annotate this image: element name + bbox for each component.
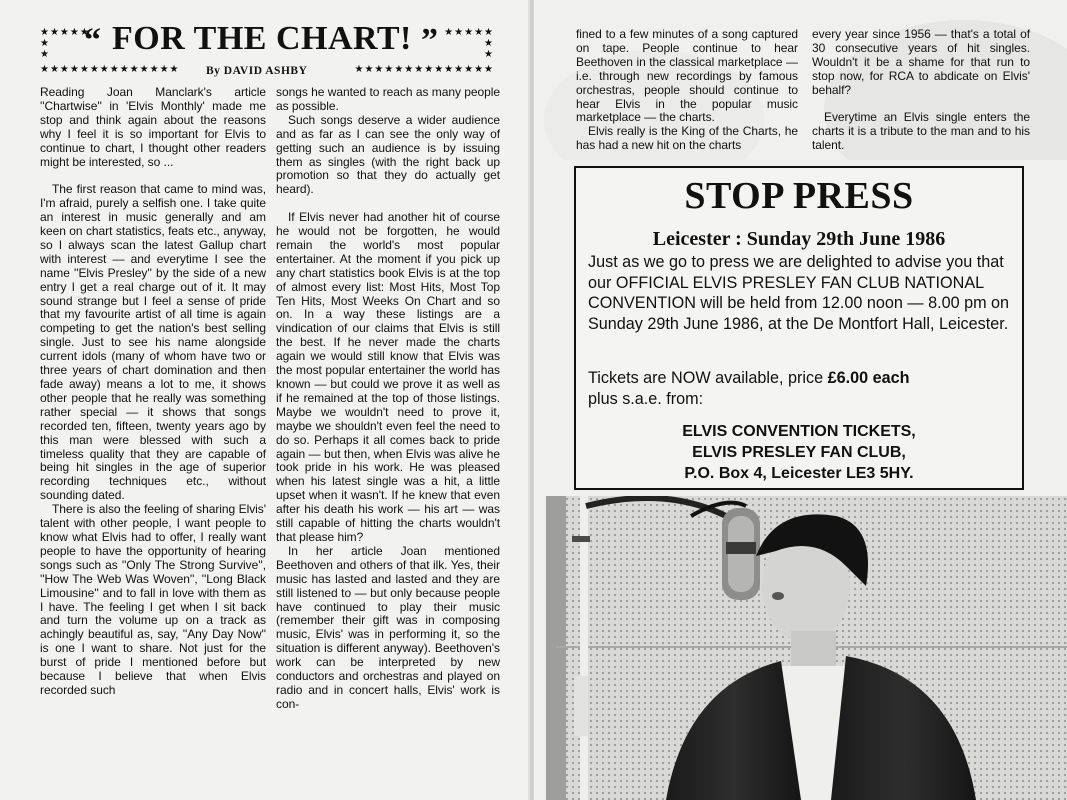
address-line: P.O. Box 4, Leicester LE3 5HY. <box>684 464 914 482</box>
stop-press-box <box>574 166 1024 490</box>
stop-press-body: Just as we go to press we are delighted to advise you that our OFFICIAL ELVIS PRESLEY FAN CLUB NATIONAL CONVENTION will be held from 12.00 noon — 8.00 pm on Sunday 29th June 1986, at the De Montfort Hall, Leicester. <box>588 253 1010 333</box>
stars-decoration: ★★★★★★★★★★★★★★ <box>40 64 180 75</box>
stop-press-title: STOP PRESS <box>684 175 914 217</box>
stars-decoration: ★ <box>484 38 494 49</box>
ticket-info-text: Tickets are NOW available, price <box>588 369 828 387</box>
article-title: FOR THE CHART! <box>112 20 412 57</box>
article-column-2 <box>276 86 500 712</box>
article-column-3 <box>576 28 798 153</box>
close-quote: ” <box>421 22 438 59</box>
stars-decoration: ★★★★★ <box>40 27 90 38</box>
ticket-info-text: plus s.a.e. from: <box>588 389 704 408</box>
paragraph: songs he wanted to reach as many people as possible. <box>276 85 500 113</box>
paragraph: Such songs deserve a wider audience and as far as I can see the only way of getting such an audience is by issuing them as singles (with the right back up promotion so that they do actually get heard). <box>276 112 500 197</box>
article-column-4 <box>812 28 1030 153</box>
paragraph: There is also the feeling of sharing Elvis' talent with other people, I want people to know what Elvis had to offer, I really want people to have the opportunity of hearing songs such as ''Only The Strong Survive'', ''How The Web Was Woven'', ''Long Black Limousine'' and to fall in love with them as I have. The feeling I get when I sit back and turn the volume up on a track as achingly beautiful as, say, ''Any Day Now'' is one I want to share. Not just for the burst of pride I mentioned before but because I believe that when Elvis recorded such <box>40 502 266 697</box>
paragraph: If Elvis never had another hit of course he would not be forgotten, he would remain the world's most popular entertainer. At the moment if you pick up any chart statistics book Elvis is at the top of almost every list: Most Hits, Most Top Ten Hits, Most Weeks On Chart and so on. In a way these listings are a vindication of our claims that Elvis is still the best. If he never made the charts again we would still know that Elvis was the most popular entertainer the world has known — but could we prove it as well as if he remained at the top of those listings. Maybe we wouldn't need to prove it, maybe we shouldn't even feel the need to do so. Perhaps it all comes back to pride again — but then, when Elvis was alive he took pride in his work. He was pleased when his latest single was a hit, a little upset when it wasn't. If he knew that even after his death his work — his art — was still capable of hitting the charts wouldn't that please him? <box>276 210 500 544</box>
paragraph: every year since 1956 — that's a total of 30 consecutive years of hit singles. Wouldn't it be a shame for that run to stop now, for RCA to abdicate on Elvis' behalf? <box>812 27 1030 97</box>
ticket-info <box>588 368 1016 409</box>
byline: By DAVID ASHBY <box>206 65 308 77</box>
elvis-at-microphone-illustration <box>546 496 1067 800</box>
elvis-photo <box>546 496 1067 800</box>
stars-decoration: ★ <box>40 38 50 49</box>
address-line: ELVIS CONVENTION TICKETS, <box>682 423 916 440</box>
paragraph: Elvis really is the King of the Charts, he has had a new hit on the charts <box>576 124 798 153</box>
stars-decoration: ★★★★★ <box>444 27 494 38</box>
stars-decoration: ★ <box>484 49 494 60</box>
address-line: ELVIS PRESLEY FAN CLUB, <box>692 443 906 461</box>
open-quote: “ <box>84 22 101 59</box>
article-column-1 <box>40 86 266 698</box>
paragraph: In her article Joan mentioned Beethoven and others of that ilk. Yes, their music has lasted and lasted and they are still listened to — but only because people have continued to play their music (remember their gift was in composing music, Elvis' was in performing it, so the situation is different anyway). Beethoven's work can be interpreted by new conductors and orchestras and played on radio and in concert halls, Elvis' work is con- <box>276 543 500 711</box>
headline <box>38 20 498 80</box>
ticket-price: £6.00 each <box>827 369 910 387</box>
stars-decoration: ★★★★★★★★★★★★★★ <box>354 64 494 75</box>
paragraph: The first reason that came to mind was, I'm afraid, purely a selfish one. I take quite an interest in music generally and am keen on chart statistics, feats etc., anyway, so I always scan the latest Gallup chart with interest — and everytime I see the name ''Elvis Presley'' by the side of a new entry I get a real charge out of it. It may sound strange but I feel a sense of pride that my favourite artist of all time is again competing to get the nation's best selling single. Just to see his name alongside current idols (many of whom have two or three years of chart domination and then fade away) means a lot to me, it shows other people that he really was something rather special — it shows that songs recorded ten, fifteen, twenty years ago by this man were blessed with such a timeless quality that they are capable of being hit singles in the age of superior recording techniques etc., without sounding dated. <box>40 182 266 503</box>
paragraph: Everytime an Elvis single enters the charts it is a tribute to the man and to his talent. <box>812 110 1030 153</box>
stars-decoration: ★ <box>40 49 50 60</box>
paragraph: Reading Joan Manclark's article ''Chartwise'' in 'Elvis Monthly' made me stop and think again about the reasons why I feel it is so important for Elvis to continue to chart, I thought other readers might be interested, so ... <box>40 85 266 169</box>
paragraph: fined to a few minutes of a song captured on tape. People continue to hear Beethoven in the classical marketplace — i.e. through new recordings by famous orchestras, people should continue to hear Elvis in the popular music marketplace — the charts. <box>576 27 798 125</box>
left-page <box>0 0 532 800</box>
ticket-address <box>576 422 1022 484</box>
stop-press-date: Leicester : Sunday 29th June 1986 <box>652 228 946 250</box>
